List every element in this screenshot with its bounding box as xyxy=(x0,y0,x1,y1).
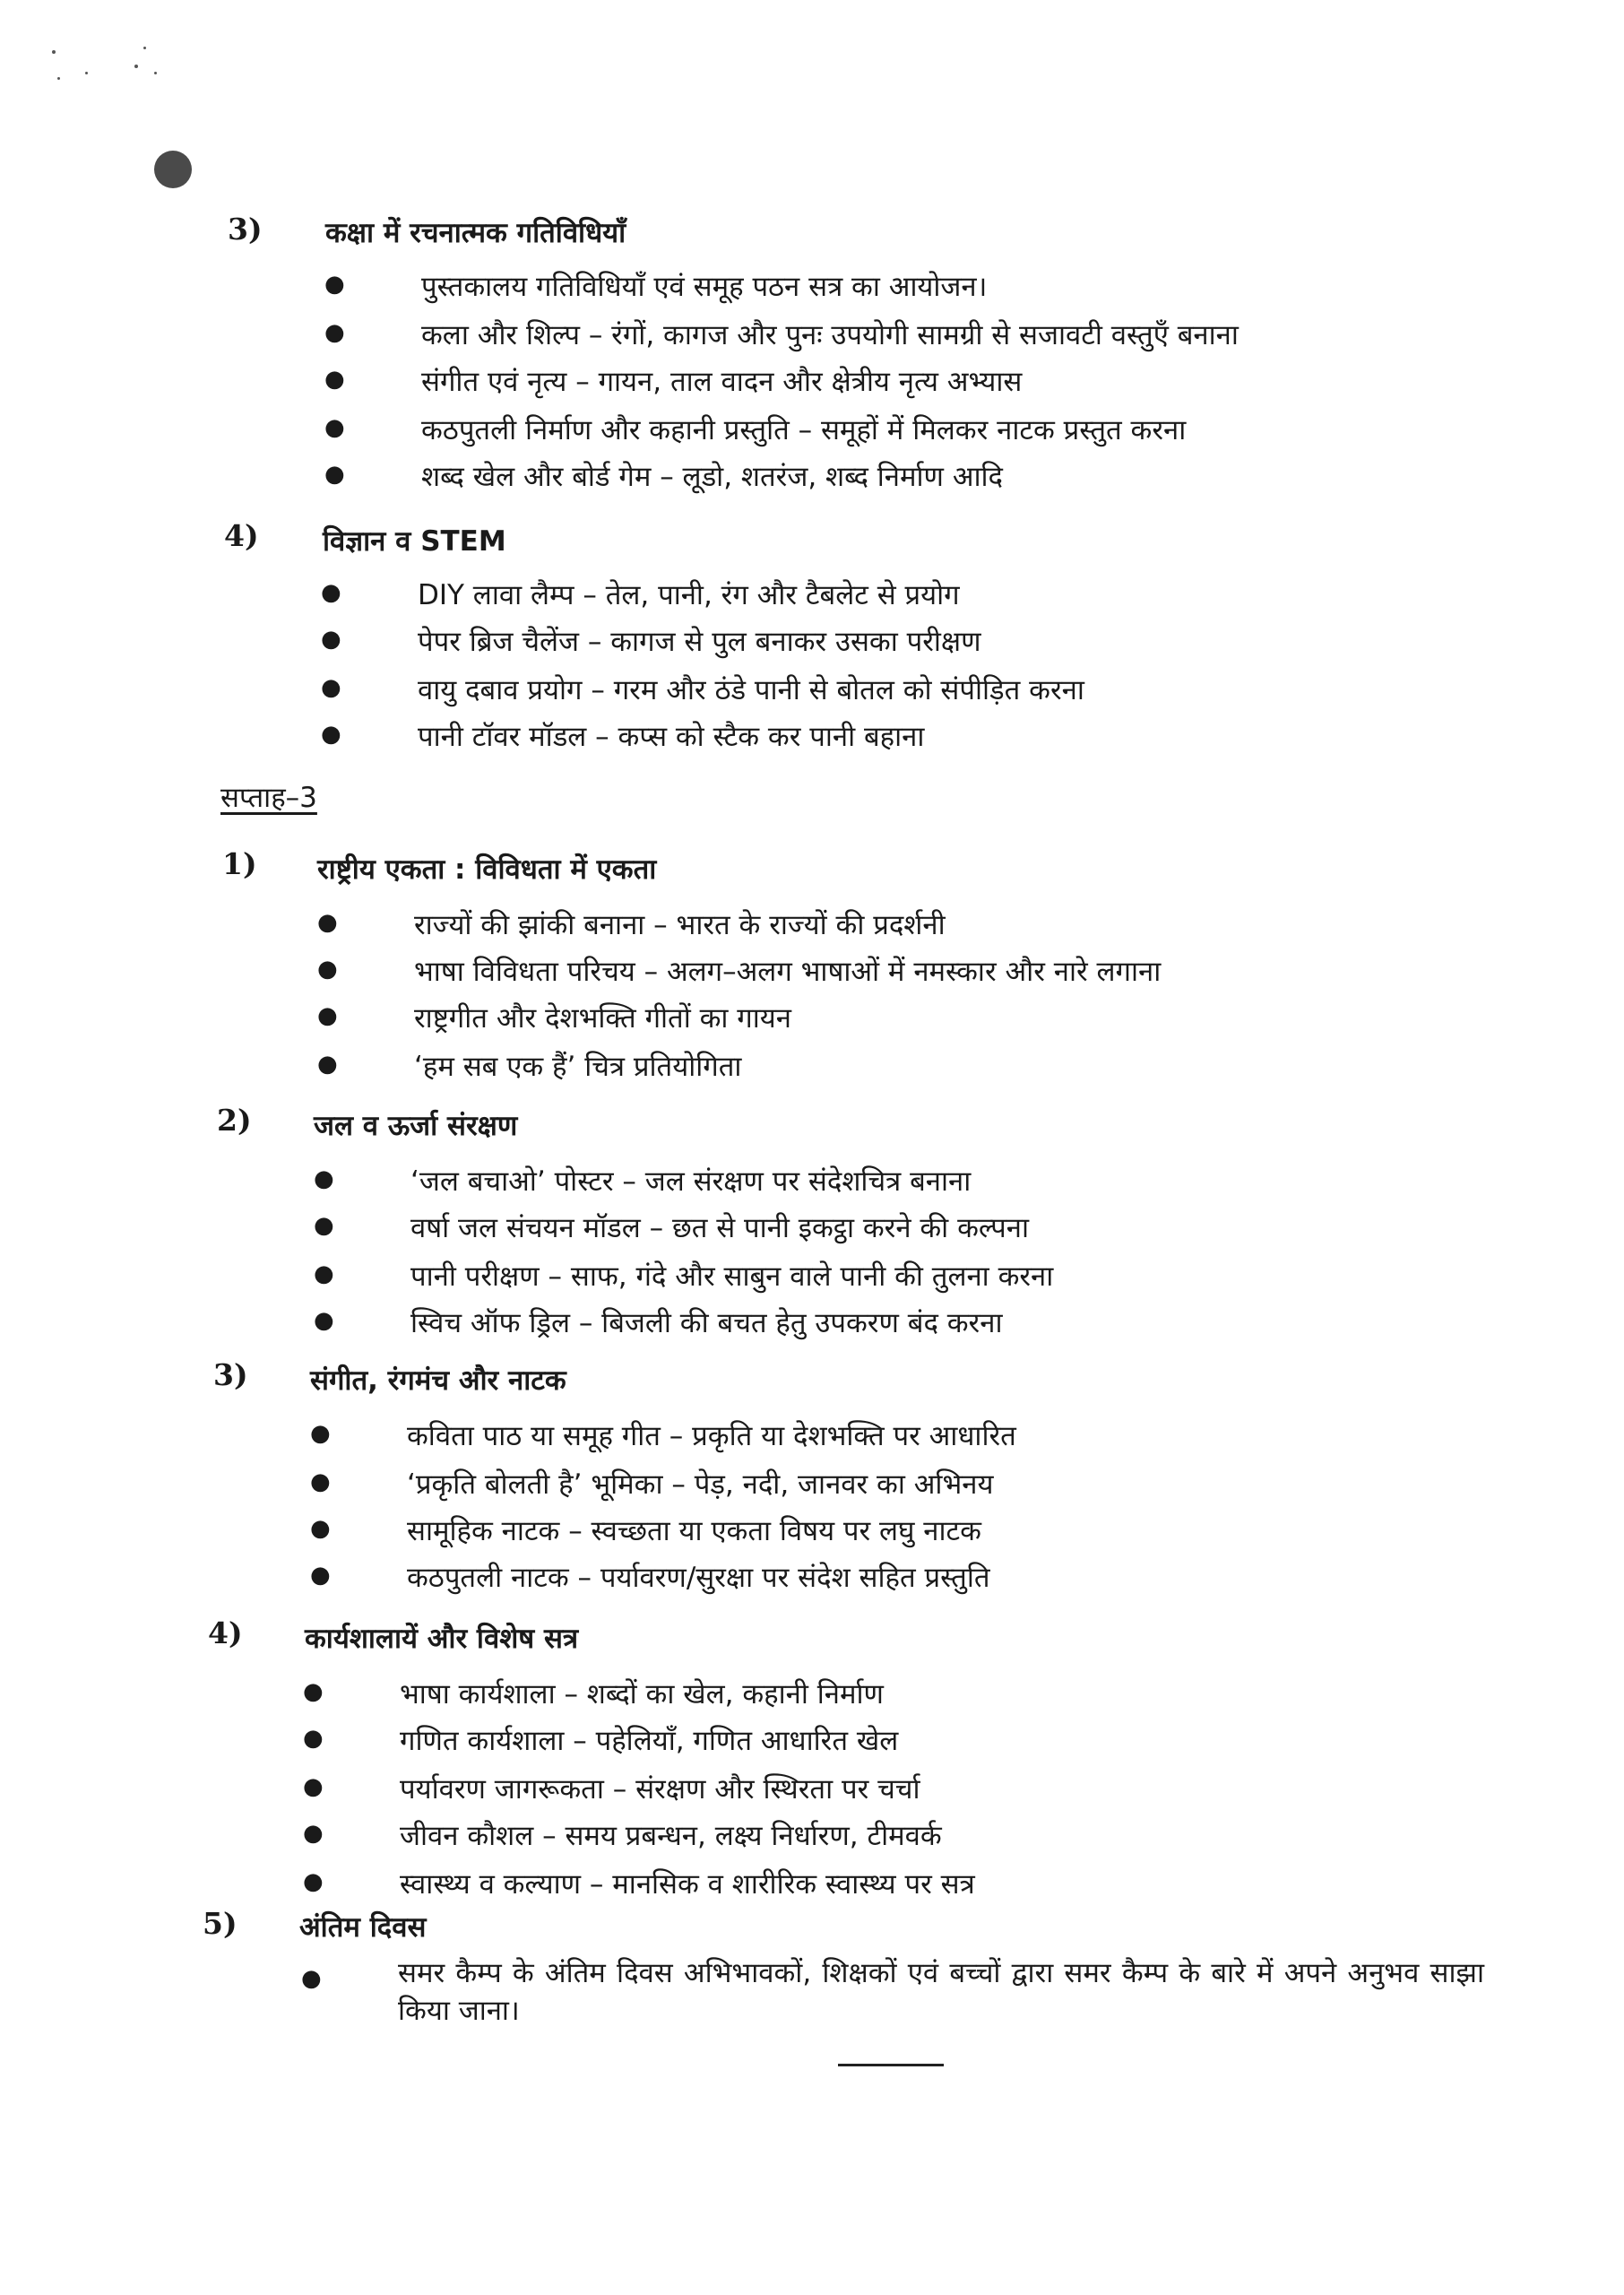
bullet-icon: ● xyxy=(317,956,338,983)
bullet-icon: ● xyxy=(317,1051,338,1078)
bullet-icon: ● xyxy=(324,319,345,346)
list-item: पानी परीक्षण – साफ, गंदे और साबुन वाले पानी की तुलना करना xyxy=(410,1260,1054,1293)
bullet-icon: ● xyxy=(324,366,345,393)
bullet-icon: ● xyxy=(310,1468,331,1495)
list-item: कठपुतली निर्माण और कहानी प्रस्तुति – समूहों में मिलकर नाटक प्रस्तुत करना xyxy=(421,414,1187,446)
scan-speck xyxy=(143,47,146,49)
scan-speck xyxy=(85,72,88,74)
list-item: पर्यावरण जागरूकता – संरक्षण और स्थिरता पर चर्चा xyxy=(400,1773,920,1806)
list-item: भाषा विविधता परिचय – अलग–अलग भाषाओं में नमस्कार और नारे लगाना xyxy=(414,956,1162,988)
list-item: स्वास्थ्य व कल्याण – मानसिक व शारीरिक स्वास्थ्य पर सत्र xyxy=(400,1868,975,1901)
punch-hole xyxy=(154,151,192,188)
list-item: राज्यों की झांकी बनाना – भारत के राज्यों की प्रदर्शनी xyxy=(414,909,946,941)
bullet-icon: ● xyxy=(303,1678,324,1705)
list-item: ‘हम सब एक हैं’ चित्र प्रतियोगिता xyxy=(414,1051,742,1083)
scan-speck xyxy=(52,50,56,54)
bullet-icon: ● xyxy=(314,1165,334,1192)
bullet-icon: ● xyxy=(314,1212,334,1239)
bullet-icon: ● xyxy=(310,1562,331,1589)
section-title: अंतिम दिवस xyxy=(299,1911,427,1944)
scan-speck xyxy=(154,72,157,74)
section-title: कक्षा में रचनात्मक गतिविधियाँ xyxy=(325,217,626,249)
section-title: संगीत, रंगमंच और नाटक xyxy=(310,1364,566,1397)
bullet-icon: ● xyxy=(321,721,341,748)
list-item: कविता पाठ या समूह गीत – प्रकृति या देशभक्ति पर आधारित xyxy=(407,1420,1016,1452)
section-title: राष्ट्रीय एकता : विविधता में एकता xyxy=(317,853,657,886)
bullet-icon: ● xyxy=(317,1002,338,1029)
bullet-icon: ● xyxy=(303,1725,324,1752)
bullet-icon: ● xyxy=(303,1868,324,1895)
section-title: जल व ऊर्जा संरक्षण xyxy=(314,1110,518,1142)
final-day-paragraph: समर कैम्प के अंतिम दिवस अभिभावकों, शिक्षकों एवं बच्चों द्वारा समर कैम्प के बारे में अपने अनुभव साझा किया जाना। xyxy=(398,1957,1484,2027)
list-item: सामूहिक नाटक – स्वच्छता या एकता विषय पर लघु नाटक xyxy=(407,1515,981,1547)
section-number: 2) xyxy=(217,1103,252,1138)
list-item: कठपुतली नाटक – पर्यावरण/सुरक्षा पर संदेश सहित प्रस्तुति xyxy=(407,1562,990,1594)
section-number: 1) xyxy=(222,846,257,881)
list-item: कला और शिल्प – रंगों, कागज और पुनः उपयोगी सामग्री से सजावटी वस्तुएँ बनाना xyxy=(421,319,1239,351)
section-title: कार्यशालायें और विशेष सत्र xyxy=(305,1623,579,1655)
bullet-icon: ● xyxy=(324,271,345,298)
list-item: जीवन कौशल – समय प्रबन्धन, लक्ष्य निर्धारण, टीमवर्क xyxy=(400,1820,942,1852)
list-item: स्विच ऑफ ड्रिल – बिजली की बचत हेतु उपकरण बंद करना xyxy=(410,1307,1003,1339)
list-item: राष्ट्रगीत और देशभक्ति गीतों का गायन xyxy=(414,1002,791,1035)
week-heading: सप्ताह–3 xyxy=(220,782,317,814)
bullet-icon: ● xyxy=(310,1420,331,1447)
list-item: वर्षा जल संचयन मॉडल – छत से पानी इकट्ठा करने की कल्पना xyxy=(410,1212,1030,1244)
bullet-icon: ● xyxy=(314,1260,334,1287)
bullet-icon: ● xyxy=(317,909,338,936)
scan-speck xyxy=(57,77,60,80)
bullet-icon: ● xyxy=(321,626,341,653)
list-item: गणित कार्यशाला – पहेलियाँ, गणित आधारित खेल xyxy=(400,1725,899,1757)
bullet-icon: ● xyxy=(314,1307,334,1334)
section-number: 5) xyxy=(203,1906,238,1941)
list-item: DIY लावा लैम्प – तेल, पानी, रंग और टैबलेट से प्रयोग xyxy=(418,579,960,611)
bullet-icon: ● xyxy=(303,1773,324,1800)
section-number: 4) xyxy=(224,518,259,553)
list-item: पेपर ब्रिज चैलेंज – कागज से पुल बनाकर उसका परीक्षण xyxy=(418,626,981,658)
list-item: भाषा कार्यशाला – शब्दों का खेल, कहानी निर्माण xyxy=(400,1678,884,1710)
bullet-icon: ● xyxy=(310,1515,331,1542)
bullet-icon: ● xyxy=(303,1820,324,1847)
bullet-icon: ● xyxy=(324,461,345,488)
list-item: वायु दबाव प्रयोग – गरम और ठंडे पानी से बोतल को संपीड़ित करना xyxy=(418,674,1084,706)
end-marker xyxy=(838,2048,910,2069)
bullet-icon: ● xyxy=(324,414,345,441)
scan-speck xyxy=(134,65,138,68)
list-item: संगीत एवं नृत्य – गायन, ताल वादन और क्षेत्रीय नृत्य अभ्यास xyxy=(421,366,1023,398)
section-number: 3) xyxy=(213,1357,248,1392)
bullet-icon: ● xyxy=(321,579,341,606)
bullet-icon: ● xyxy=(321,674,341,701)
list-item: पानी टॉवर मॉडल – कप्स को स्टैक कर पानी बहाना xyxy=(418,721,925,753)
bullet-icon: ● xyxy=(301,1965,322,1992)
list-item: पुस्तकालय गतिविधियाँ एवं समूह पठन सत्र का आयोजन। xyxy=(421,271,988,303)
section-number: 3) xyxy=(228,212,263,247)
section-title: विज्ञान व STEM xyxy=(323,525,506,558)
list-item: ‘जल बचाओ’ पोस्टर – जल संरक्षण पर संदेशचित्र बनाना xyxy=(410,1165,972,1198)
list-item: ‘प्रकृति बोलती है’ भूमिका – पेड़, नदी, जानवर का अभिनय xyxy=(407,1468,994,1501)
section-number: 4) xyxy=(208,1615,243,1650)
list-item: शब्द खेल और बोर्ड गेम – लूडो, शतरंज, शब्द निर्माण आदि xyxy=(421,461,1003,493)
